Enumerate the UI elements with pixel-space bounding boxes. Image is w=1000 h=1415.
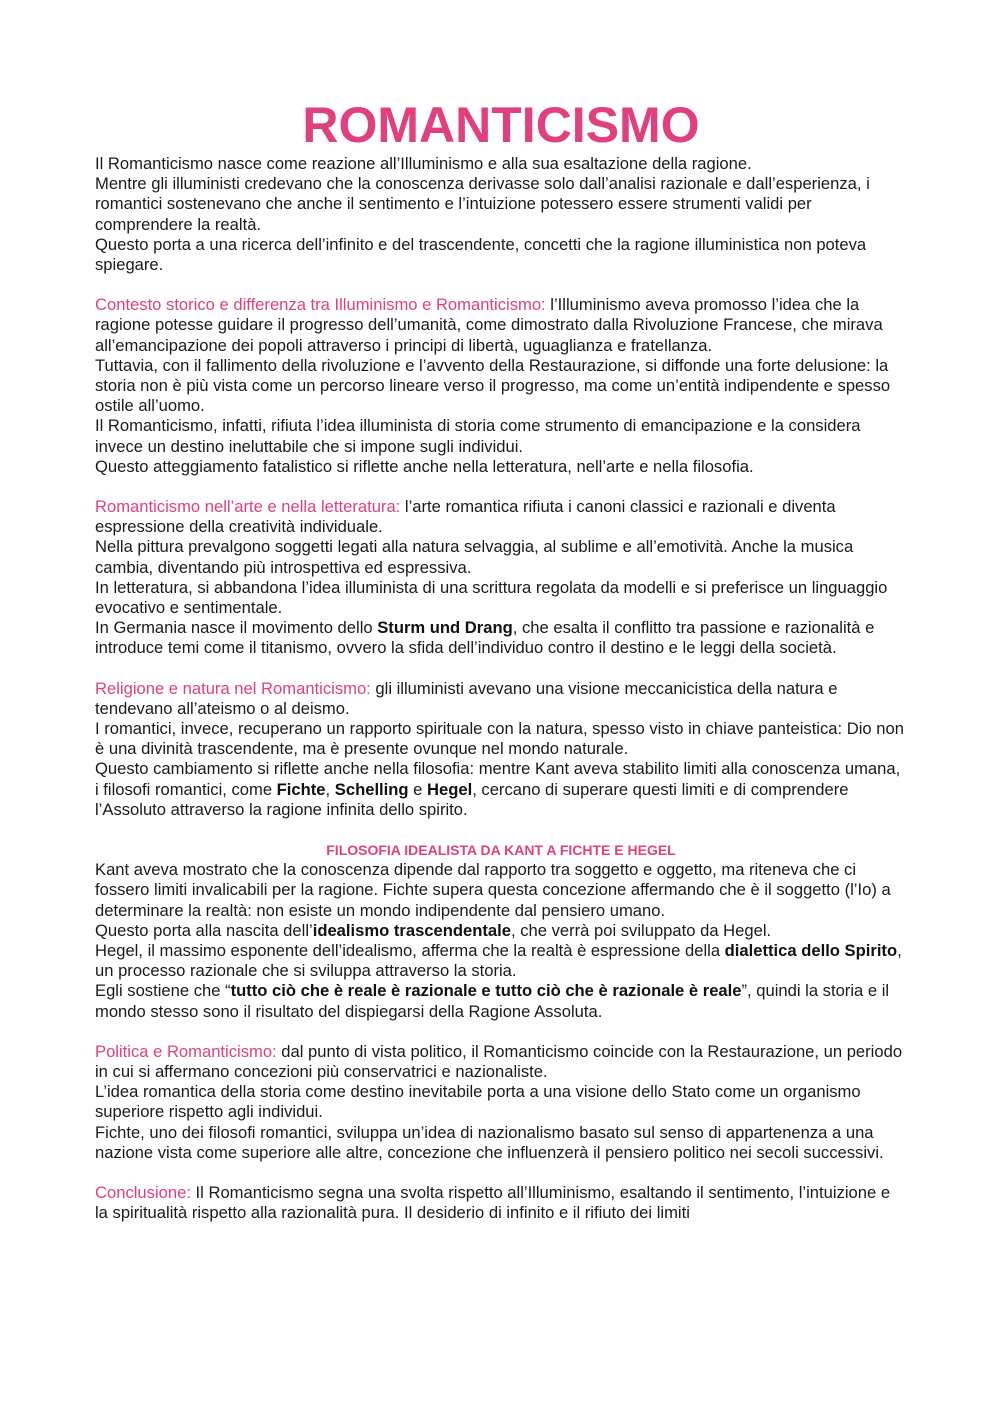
section-text: l’Illuminismo aveva promosso l’idea che la ragione potesse guidare il progresso dell’umanità, come dimostrato dalla Rivoluzione Francese, che mirava all’emancipazione dei popoli attraverso i principi di libertà, uguaglianza e fratellanza. [95,295,883,355]
text-run: Hegel, il massimo esponente dell’idealismo, afferma che la realtà è espressione della [95,940,725,960]
paragraph: Tuttavia, con il fallimento della rivoluzione e l’avvento della Restaurazione, si diffonde una forte delusione: la storia non è più vista come un percorso lineare verso il progresso, ma come un’entità indipendente e spesso ostile all’uomo. [95,355,891,416]
document-page [95,96,907,1223]
text-run: Questo cambiamento si riflette anche nella filosofia: mentre Kant aveva stabilito limiti alla conoscenza umana, i filosofi romantici, come [95,759,901,799]
bold-term: Schelling [334,779,409,799]
section-politics [95,1042,907,1082]
paragraph [95,921,907,941]
paragraph: Nella pittura prevalgono soggetti legati alla natura selvaggia, al sublime e all’emotività. Anche la musica cambia, diventando più introspettiva ed espressiva. [95,537,854,577]
text-run: , [325,779,335,799]
intro-paragraph: Il Romanticismo nasce come reazione all’Illuminismo e alla sua esaltazione della ragione. [95,154,752,173]
bold-quote: tutto ciò che è reale è razionale e tutto ciò che è razionale è reale [230,981,742,1001]
text-run: Questo porta alla nascita dell’ [95,920,313,940]
bold-term: dialettica dello Spirito [724,940,898,960]
section-conclusion [95,1183,907,1223]
intro-paragraph: Mentre gli illuministi credevano che la conoscenza derivasse solo dall’analisi razionale e dall’esperienza, i romantici sostenevano che anche il sentimento e l’intuizione potessero essere strumenti validi per comprendere la realtà. [95,174,870,234]
section-heading: Romanticismo nell’arte e nella letteratura: [95,497,401,517]
section-historical-context [95,295,907,356]
section-heading: Contesto storico e differenza tra Illuminismo e Romanticismo: [95,295,546,315]
section-text: Il Romanticismo segna una svolta rispetto all’Illuminismo, esaltando il sentimento, l’intuizione e la spiritualità rispetto alla razionalità pura. Il desiderio di infinito e il rifiuto dei limiti [95,1182,891,1223]
subsection-title: FILOSOFIA IDEALISTA DA KANT A FICHTE E HEGEL [326,842,676,859]
bold-term: Fichte [276,779,326,799]
section-text: gli illuministi avevano una visione meccanicistica della natura e tendevano all’ateismo o al deismo. [95,678,838,718]
text-run: , che esalta il conflitto tra passione e razionalità e introduce temi come il titanismo, ovvero la sfida dell’individuo contro il destino e le leggi della società. [95,618,875,658]
text-run: , che verrà poi sviluppato da Hegel. [511,920,772,940]
text-run: , cercano di superare questi limiti e di comprendere l’Assoluto attraverso la ragione infinita dello spirito. [95,779,849,819]
text-run: e [408,779,427,799]
paragraph [95,981,907,1021]
text-run: ”, quindi la storia e il mondo stesso sono il risultato del dispiegarsi della Ragione Assoluta. [95,981,890,1021]
bold-term: idealismo trascendentale [312,920,511,940]
paragraph: Il Romanticismo, infatti, rifiuta l’idea illuminista di storia come strumento di emancipazione e la considera invece un destino ineluttabile che si impone sugli individui. [95,416,861,456]
paragraph: L’idea romantica della storia come destino inevitabile porta a una visione dello Stato come un organismo superiore rispetto agli individui. [95,1082,861,1122]
section-heading: Conclusione: [95,1182,191,1202]
paragraph [95,759,907,820]
paragraph [95,618,907,658]
text-run: , un processo razionale che si sviluppa attraverso la storia. [95,940,902,981]
paragraph: Questo atteggiamento fatalistico si riflette anche nella letteratura, nell’arte e nella filosofia. [95,456,754,476]
text-run: In Germania nasce il movimento dello [95,618,378,638]
bold-term: Hegel [427,779,473,799]
bold-term: Sturm und Drang [377,618,513,638]
section-text: l’arte romantica rifiuta i canoni classici e razionali e diventa espressione della creatività individuale. [95,497,836,537]
page-title: ROMANTICISMO [302,97,700,153]
section-heading: Politica e Romanticismo: [95,1041,277,1061]
paragraph: In letteratura, si abbandona l’idea illuminista di una scrittura regolata da modelli e si preferisce un linguaggio evocativo e sentimentale. [95,577,888,618]
paragraph: Fichte, uno dei filosofi romantici, sviluppa un’idea di nazionalismo basato sul senso di appartenenza a una nazione vista come superiore alle altre, concezione che influenzerà il pensiero politico nei secoli successivi. [95,1122,884,1162]
text-run: Egli sostiene che “ [95,981,231,1001]
paragraph [95,941,907,981]
intro-paragraph: Questo porta a una ricerca dell’infinito e del trascendente, concetti che la ragione illuministica non poteva spiegare. [95,234,867,275]
paragraph: I romantici, invece, recuperano un rapporto spirituale con la natura, spesso visto in chiave panteistica: Dio non è una divinità trascendente, ma è presente ovunque nel mondo naturale. [95,719,904,759]
section-heading: Religione e natura nel Romanticismo: [95,678,371,698]
section-text: dal punto di vista politico, il Romanticismo coincide con la Restaurazione, un periodo in cui si affermano concezioni più conservatrici e nazionaliste. [95,1041,903,1081]
section-religion-nature [95,679,907,719]
section-art-literature [95,497,907,537]
paragraph: Kant aveva mostrato che la conoscenza dipende dal rapporto tra soggetto e oggetto, ma riteneva che ci fossero limiti invalicabili per la ragione. Fichte supera questa concezione affermando che è il soggetto (l’Io) a determinare la realtà: non esiste un mondo indipendente dal pensiero umano. [95,860,891,920]
